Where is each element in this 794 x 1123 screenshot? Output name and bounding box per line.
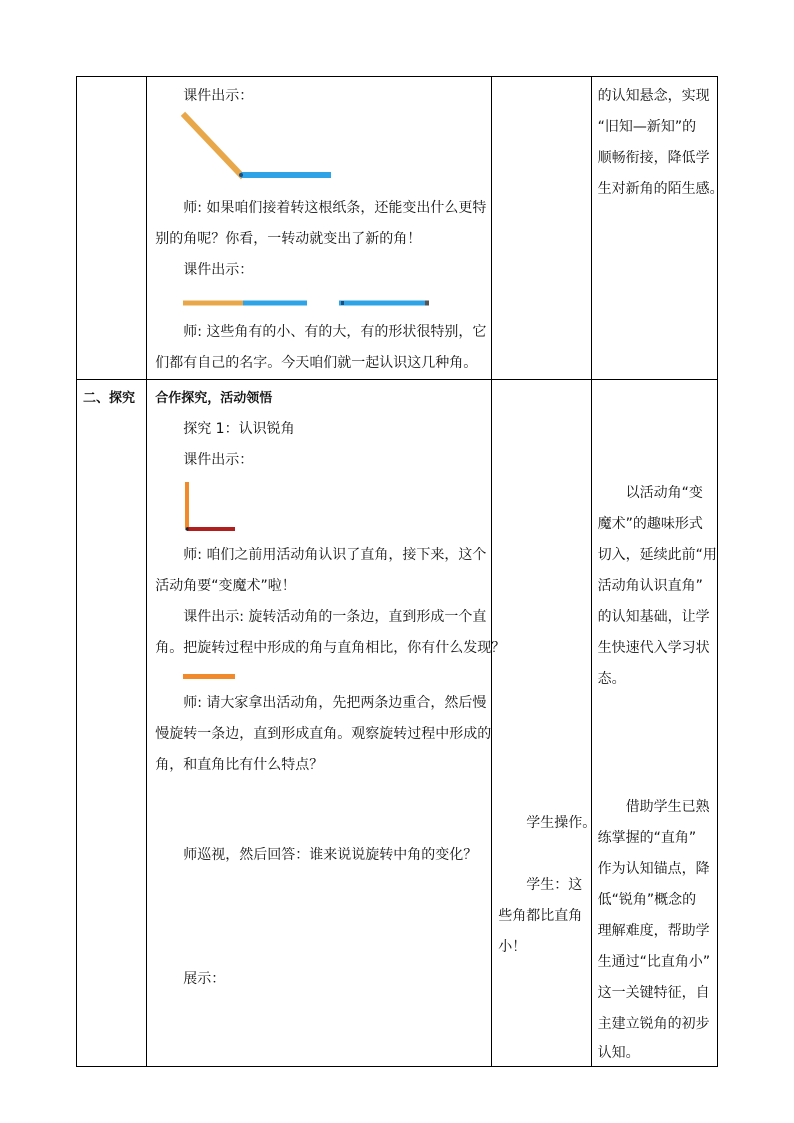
rotating-strip-figure — [181, 113, 341, 187]
note-line: “旧知—新知”的 — [597, 119, 697, 135]
teacher-line: 师: 如果咱们接着转这根纸条，还能变出什么更特 — [183, 200, 487, 216]
orange-strip — [185, 116, 241, 175]
note-line: 态。 — [597, 671, 626, 687]
note-line: 理解难度，帮助学 — [597, 923, 710, 939]
stage-cell — [77, 380, 147, 1067]
student-activity-cell — [492, 77, 591, 380]
lesson-plan-table — [76, 76, 724, 1067]
note-line: 低“锐角”概念的 — [597, 892, 697, 908]
explore-title: 探究 1：认识锐角 — [183, 421, 295, 437]
courseware-label: 课件出示： — [183, 452, 254, 468]
teacher-line: 角，和直角比有什么特点？ — [155, 757, 324, 773]
orange-strip — [183, 674, 235, 679]
note-line: 以活动角“变 — [625, 485, 703, 501]
overlapped-strip-figure — [183, 672, 239, 682]
strip-end — [425, 301, 429, 306]
strip-end — [341, 301, 344, 305]
design-intent-cell — [591, 77, 724, 380]
note-line: 生快速代入学习状 — [597, 640, 710, 656]
note-line: 活动角认识直角” — [597, 578, 703, 594]
student-line: 学生操作。 — [526, 815, 597, 831]
teacher-line: 师巡视，然后回答：谁来说说旋转中角的变化？ — [183, 847, 478, 863]
teacher-line: 活动角要“变魔术”啦！ — [155, 578, 296, 594]
note-line: 主建立锐角的初步 — [597, 1016, 710, 1032]
note-line: 借助学生已熟 — [625, 799, 710, 815]
straight-strips-figure — [181, 297, 441, 309]
student-line: 些角都比直角 — [498, 908, 583, 924]
teacher-line: 慢旋转一条边，直到形成直角。观察旋转过程中形成的 — [155, 726, 492, 742]
teacher-line: 们都有自己的名字。今天咱们就一起认识这几种角。 — [155, 355, 478, 371]
teaching-content-cell — [147, 380, 506, 1067]
student-line: 学生：这 — [526, 877, 583, 893]
teacher-line: 别的角呢？你看，一转动就变出了新的角！ — [155, 231, 422, 247]
student-activity-cell — [492, 380, 597, 1067]
table-row — [77, 380, 718, 1067]
display-label: 展示： — [183, 971, 226, 987]
student-line: 小！ — [498, 939, 527, 955]
note-line: 切入，延续此前“用 — [597, 547, 717, 563]
table-row — [77, 77, 718, 380]
note-line: 生对新角的陌生感。 — [597, 181, 724, 197]
stage-cell — [77, 77, 147, 380]
section-heading: 合作探究，活动领悟 — [155, 391, 273, 406]
stage-label: 二、探究 — [83, 391, 136, 406]
note-line: 认知。 — [597, 1045, 640, 1061]
note-line: 顺畅衔接，降低学 — [597, 150, 710, 166]
teacher-line: 师: 请大家拿出活动角，先把两条边重合，然后慢 — [183, 695, 487, 711]
note-line: 的认知悬念，实现 — [597, 88, 710, 104]
courseware-label: 课件出示： — [183, 88, 254, 104]
vertex-dot — [186, 527, 189, 530]
right-angle-figure — [183, 480, 243, 536]
note-line: 的认知基础，让学 — [597, 609, 710, 625]
note-line: 魔术”的趣味形式 — [597, 516, 703, 532]
note-line: 生通过“比直角小” — [597, 954, 711, 970]
note-line: 作为认知锚点，降 — [597, 861, 710, 877]
teaching-content-cell — [147, 77, 492, 380]
courseware-label: 课件出示： — [183, 262, 254, 278]
teacher-line: 师: 这些角有的小、有的大，有的形状很特别，它 — [183, 324, 487, 340]
note-line: 练掌握的“直角” — [597, 830, 697, 846]
note-line: 这一关键特征，自 — [597, 985, 710, 1001]
teacher-line: 师: 咱们之前用活动角认识了直角，接下来，这个 — [183, 547, 487, 563]
design-intent-cell — [591, 380, 717, 1067]
courseware-line: 课件出示: 旋转活动角的一条边，直到形成一个直 — [183, 609, 487, 625]
pivot-dot — [239, 173, 243, 177]
courseware-line: 角。把旋转过程中形成的角与直角相比，你有什么发现？ — [155, 640, 506, 656]
